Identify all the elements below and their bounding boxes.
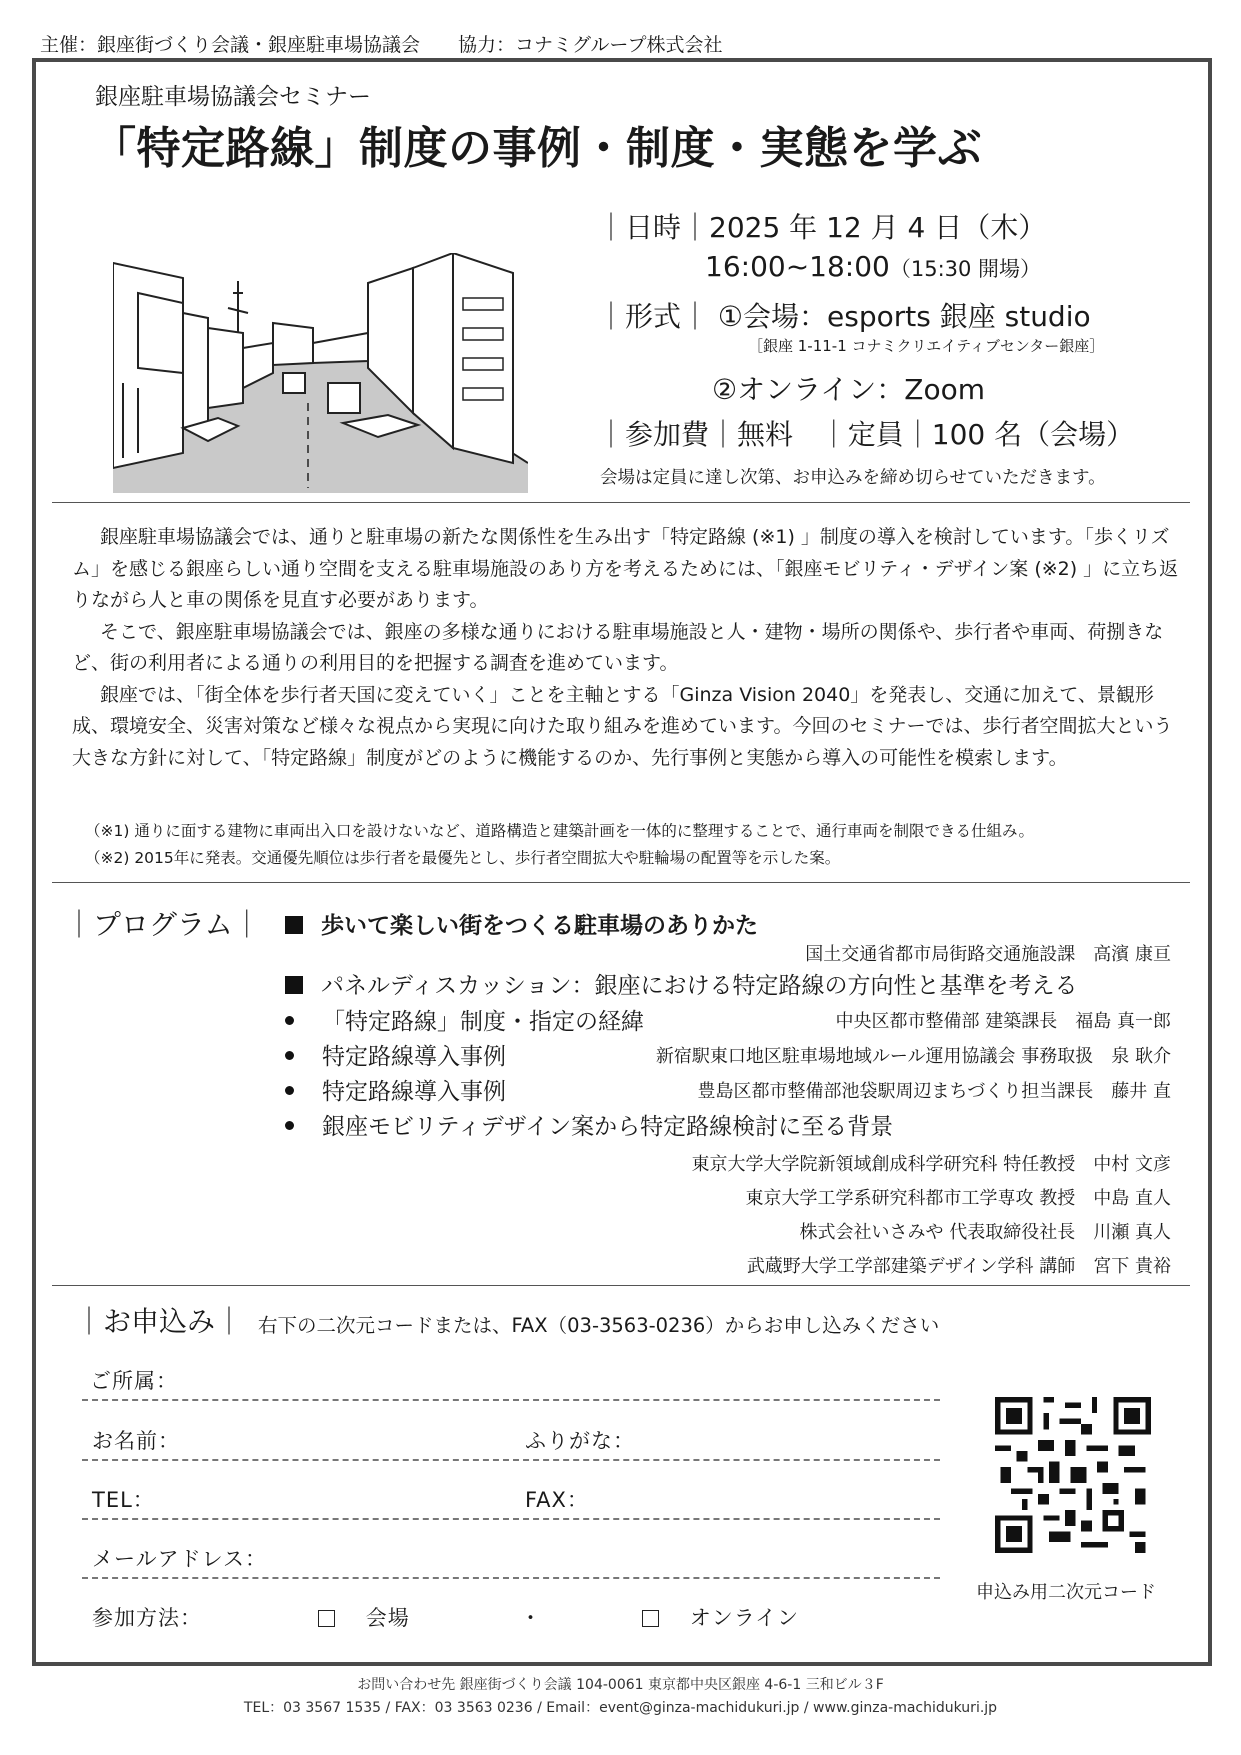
speaker-1: 国土交通省都市局街路交通施設課 高濱 康亘 — [805, 944, 1171, 965]
affiliation-label: ご所属： — [90, 1369, 178, 1393]
tel-fax-field[interactable] — [82, 1518, 940, 1520]
qr-code[interactable] — [995, 1397, 1151, 1553]
venue1: ①会場：esports 銀座 studio — [717, 300, 1091, 333]
program-label: ｜プログラム｜ — [65, 908, 261, 941]
program-item-speaker: 中央区都市整備部 建築課長 福島 真一郎 — [835, 1011, 1171, 1032]
tel-label: TEL： — [92, 1488, 155, 1512]
option-separator: ・ — [520, 1606, 542, 1630]
program-item: 特定路線導入事例 — [285, 1073, 506, 1106]
date-value: 2025 年 12 月 4 日（木） — [709, 211, 1047, 244]
divider — [52, 502, 1190, 503]
intro-paragraph-1: 銀座駐車場協議会では、通りと駐車場の新たな関係性を生み出す「特定路線 (※1) 」制度の導入を検討しています。「歩くリズム」を感じる銀座らしい通り空間を支える駐車場施設のあり方を考えるためには、「銀座モビリティ・デザイン案 (※2) 」に立ち返りながら人と車の関係を見直す必要があります。 — [72, 526, 1179, 611]
seminar-subtitle: 銀座駐車場協議会セミナー — [95, 84, 371, 110]
email-field[interactable] — [82, 1577, 940, 1579]
program-item-speaker: 豊島区都市整備部池袋駅周辺まちづくり担当課長 藤井 直 — [697, 1081, 1171, 1102]
venue2: ②オンライン：Zoom — [712, 373, 985, 406]
footnote-2: （※2) 2015年に発表。交通優先順位は歩行者を最優先とし、歩行者空間拡大や駐輪場の配置等を示した案。 — [85, 849, 841, 867]
bullet-icon — [285, 1086, 294, 1095]
date-label: ｜日時｜ — [597, 211, 710, 244]
name-label: お名前： — [92, 1429, 180, 1453]
bullet-icon — [285, 1121, 294, 1130]
program-item: 特定路線導入事例 — [285, 1038, 506, 1071]
online-option[interactable]: オンライン — [642, 1602, 799, 1632]
date-row — [597, 206, 1046, 246]
capacity-note: 会場は定員に達し次第、お申込みを締め切らせていただきます。 — [600, 468, 1106, 488]
intro-text — [72, 522, 1182, 774]
divider — [52, 1285, 1190, 1286]
checkbox-icon[interactable] — [642, 1610, 659, 1627]
program-heading-2: パネルディスカッション：銀座における特定路線の方向性と基準を考える — [285, 967, 1077, 1000]
venue1-address: ［銀座 1-11-1 コナミクリエイティブセンター銀座］ — [748, 337, 1105, 355]
program-item: 「特定路線」制度・指定の経緯 — [285, 1003, 644, 1036]
sponsor-line: 主催：銀座街づくり会議・銀座駐車場協議会 協力：コナミグループ株式会社 — [40, 34, 723, 56]
panelist: 武蔵野大学工学部建築デザイン学科 講師 宮下 貴裕 — [746, 1256, 1171, 1277]
capacity-value: 100 名（会場） — [931, 418, 1135, 451]
page-title: 「特定路線」制度の事例・制度・実態を学ぶ — [92, 123, 982, 174]
footer-contact: お問い合わせ先 銀座街づくり会議 104-0061 東京都中央区銀座 4-6-1 三和ビル３F — [357, 1677, 884, 1693]
apply-instructions: 右下の二次元コードまたは、FAX（03-3563-0236）からお申し込みください — [258, 1314, 940, 1337]
affiliation-field[interactable] — [82, 1399, 940, 1401]
intro-paragraph-3: 銀座では、「街全体を歩行者天国に変えていく」ことを主軸とする「Ginza Vision 2040」を発表し、交通に加えて、景観形成、環境安全、災害対策など様々な視点から実現に向けた取り組みを進めています。今回のセミナーでは、歩行者空間拡大という大きな方針に対して、「特定路線」制度がどのように機能するのか、先行事例と実態から導入の可能性を模索します。 — [72, 683, 1173, 769]
square-bullet-icon — [285, 916, 303, 934]
footnote-1: （※1) 通りに面する建物に車両出入口を設けないなど、道路構造と建築計画を一体的に整理することで、通行車両を制限できる仕組み。 — [85, 822, 1034, 840]
bullet-icon — [285, 1051, 294, 1060]
street-illustration — [113, 253, 528, 493]
qr-caption: 申込み用二次元コード — [976, 1582, 1156, 1603]
email-label: メールアドレス： — [92, 1547, 267, 1571]
time-row — [705, 250, 1041, 283]
venue-option[interactable]: 会場 — [318, 1602, 410, 1632]
divider — [52, 882, 1190, 883]
format-row — [597, 295, 1091, 335]
capacity-label: ｜定員｜ — [819, 418, 932, 451]
apply-label: ｜お申込み｜ — [75, 1305, 244, 1338]
program-item: 銀座モビリティデザイン案から特定路線検討に至る背景 — [285, 1108, 893, 1141]
fax-label: FAX： — [525, 1488, 589, 1512]
intro-paragraph-2: そこで、銀座駐車場協議会では、銀座の多様な通りにおける駐車場施設と人・建物・場所の関係や、歩行者や車両、荷捌きなど、街の利用者による通りの利用目的を把握する調査を進めています。 — [72, 620, 1164, 674]
fee-label: ｜参加費｜ — [597, 418, 738, 451]
program-heading-1: 歩いて楽しい街をつくる駐車場のありかた — [285, 907, 758, 940]
fee-value: 無料 — [737, 418, 794, 451]
square-bullet-icon — [285, 976, 303, 994]
time-value: 16:00~18:00 — [705, 250, 890, 283]
furigana-label: ふりがな： — [525, 1429, 635, 1453]
panelist: 株式会社いさみや 代表取締役社長 川瀬 真人 — [799, 1222, 1171, 1243]
open-time: （15:30 開場） — [889, 257, 1042, 281]
program-item-speaker: 新宿駅東口地区駐車場地域ルール運用協議会 事務取扱 泉 耿介 — [655, 1046, 1171, 1067]
footer-details: TEL：03 3567 1535 / FAX：03 3563 0236 / Email：event@ginza-machidukuri.jp / www.ginza-machidukuri.jp — [243, 1700, 998, 1716]
bullet-icon — [285, 1016, 294, 1025]
fee-row — [597, 413, 1134, 453]
format-label: ｜形式｜ — [597, 300, 710, 333]
checkbox-icon[interactable] — [318, 1610, 335, 1627]
panelist: 東京大学大学院新領域創成科学研究科 特任教授 中村 文彦 — [691, 1154, 1171, 1175]
name-field[interactable] — [82, 1459, 940, 1461]
panelist: 東京大学工学系研究科都市工学専攻 教授 中島 直人 — [745, 1188, 1171, 1209]
method-label: 参加方法： — [92, 1606, 202, 1630]
